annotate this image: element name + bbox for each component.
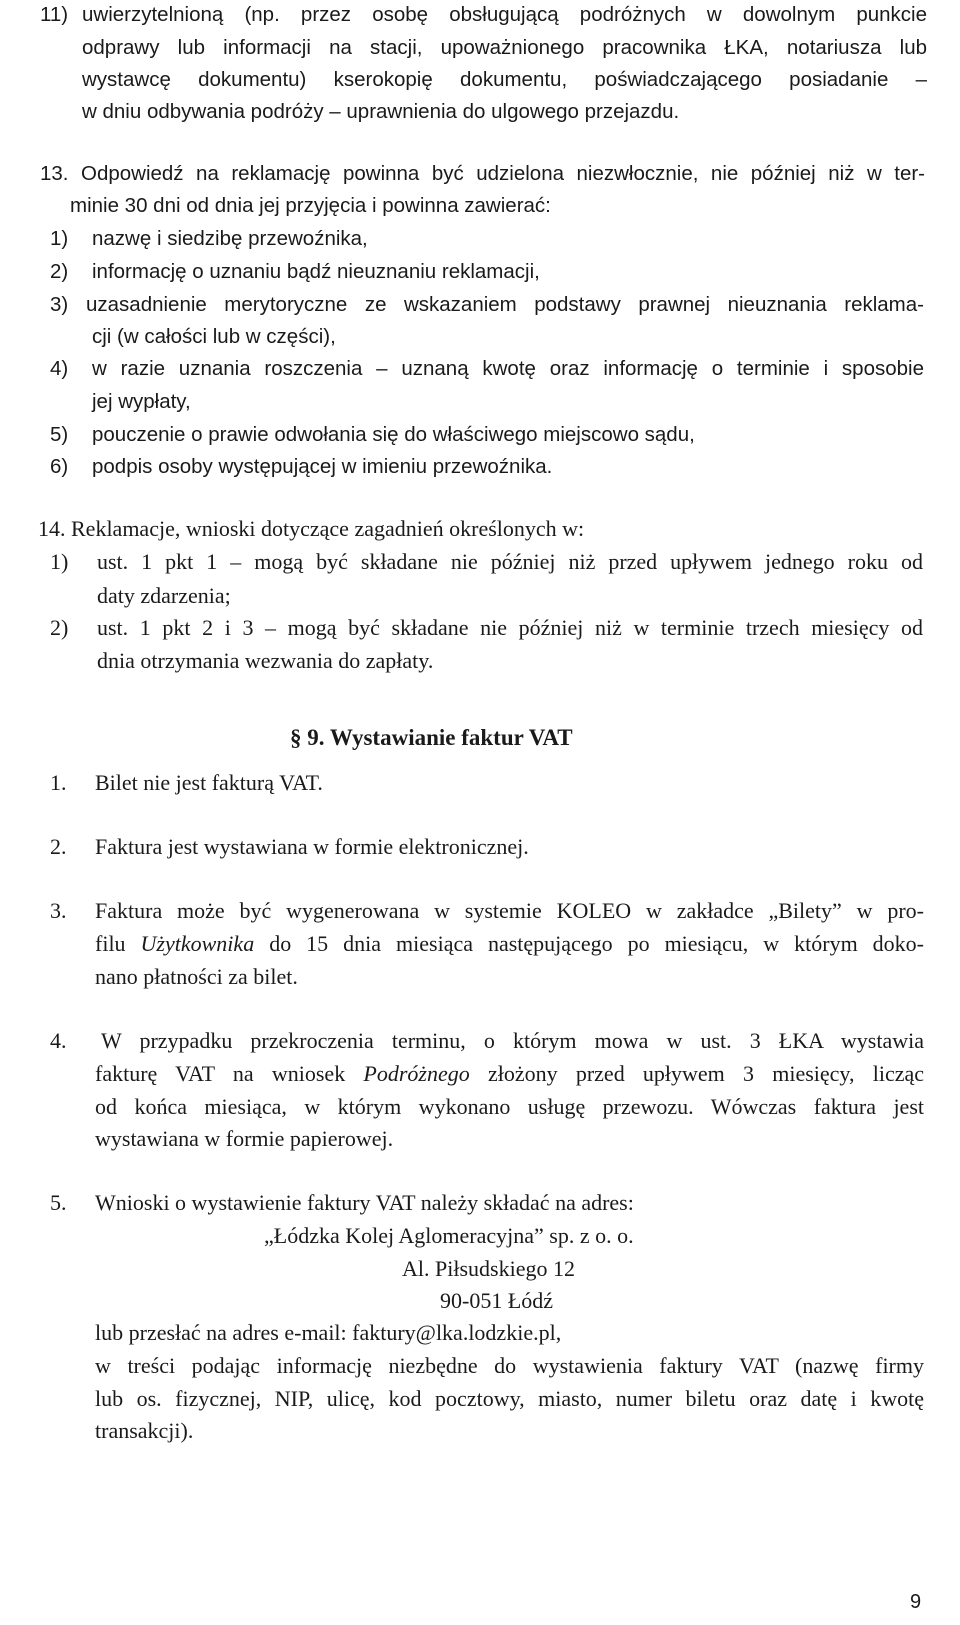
para-text: w treści podając informację niezbędne do wystawienia faktury VAT (nazwę firmy — [95, 1353, 924, 1378]
item-13-sub-text: jej wypłaty, — [92, 390, 191, 413]
para-marker: 5. — [50, 1190, 67, 1215]
item-14-sub-marker: 1) — [50, 549, 69, 574]
item-13-sub-text: cji (w całości lub w części), — [92, 325, 336, 348]
para-text: lub przesłać na adres e-mail: faktury@lka.lodzkie.pl, — [95, 1320, 562, 1345]
para-text: Faktura może być wygenerowana w systemie KOLEO w zakładce „Bilety” w pro- — [95, 898, 924, 923]
para-text: transakcji). — [95, 1418, 194, 1443]
para-marker: 4. — [50, 1028, 67, 1053]
item-11-line: w dniu odbywania podróży – uprawnienia do ulgowego przejazdu. — [82, 100, 680, 123]
item-13-sub-text: uzasadnienie merytoryczne ze wskazaniem podstawy prawnej nieuznania reklama- — [86, 293, 924, 316]
item-13-sub-marker: 6) — [50, 455, 69, 478]
item-14-sub-text: ust. 1 pkt 1 – mogą być składane nie później niż przed upływem jednego roku od — [97, 549, 923, 574]
section-heading: § 9. Wystawianie faktur VAT — [290, 725, 573, 750]
italic-term: Podróżnego — [363, 1061, 470, 1086]
item-13-sub-marker: 4) — [50, 357, 69, 380]
para-text: od końca miesiąca, w którym wykonano usługę przewozu. Wówczas faktura jest — [95, 1094, 924, 1119]
para-text: Faktura jest wystawiana w formie elektronicznej. — [95, 834, 529, 859]
italic-term: Użytkownika — [140, 931, 255, 956]
para-text: W przypadku przekroczenia terminu, o którym mowa w ust. 3 ŁKA wystawia — [101, 1028, 924, 1053]
item-13-sub-text: informację o uznaniu bądź nieuznaniu reklamacji, — [92, 260, 540, 283]
item-13-sub-marker: 2) — [50, 260, 69, 283]
item-13-sub-marker: 5) — [50, 423, 69, 446]
item-13-sub-text: nazwę i siedzibę przewoźnika, — [92, 227, 368, 250]
para-text: nano płatności za bilet. — [95, 964, 298, 989]
para-marker: 1. — [50, 770, 67, 795]
para-text: Bilet nie jest fakturą VAT. — [95, 770, 323, 795]
item-13-sub-marker: 1) — [50, 227, 69, 250]
item-14-line: 14. Reklamacje, wnioski dotyczące zagadnień określonych w: — [38, 516, 585, 541]
para-text: wystawiana w formie papierowej. — [95, 1126, 394, 1151]
address-line: Al. Piłsudskiego 12 — [402, 1256, 575, 1281]
item-14-sub-text: dnia otrzymania wezwania do zapłaty. — [97, 648, 434, 673]
item-11-line: uwierzytelnioną (np. przez osobę obsługującą podróżnych w dowolnym punkcie — [82, 3, 927, 26]
para-text: fakturę VAT na wniosek Podróżnego złożony przed upływem 3 miesięcy, licząc — [95, 1061, 925, 1086]
item-13-sub-marker: 3) — [50, 293, 69, 316]
item-13-sub-text: w razie uznania roszczenia – uznaną kwotę oraz informację o terminie i sposobie — [92, 357, 924, 380]
item-13-line: minie 30 dni od dnia jej przyjęcia i powinna zawierać: — [70, 194, 551, 217]
para-text: Wnioski o wystawienie faktury VAT należy składać na adres: — [95, 1190, 634, 1215]
item-11-line: odprawy lub informacji na stacji, upoważnionego pracownika ŁKA, notariusza lub — [82, 36, 927, 59]
para-text: lub os. fizycznej, NIP, ulicę, kod pocztowy, miasto, numer biletu oraz datę i kwotę — [95, 1386, 924, 1411]
para-text: filu Użytkownika do 15 dnia miesiąca następującego po miesiącu, w którym doko- — [95, 931, 924, 956]
page-number: 9 — [910, 1591, 922, 1613]
para-marker: 3. — [50, 898, 67, 923]
item-14-sub-text: daty zdarzenia; — [97, 583, 231, 608]
address-line: 90-051 Łódź — [440, 1288, 554, 1313]
item-14-sub-marker: 2) — [50, 615, 69, 640]
item-11-marker: 11) — [40, 3, 69, 26]
item-14-sub-text: ust. 1 pkt 2 i 3 – mogą być składane nie później niż w terminie trzech miesięcy od — [97, 615, 923, 640]
item-13-line: 13. Odpowiedź na reklamację powinna być udzielona niezwłocznie, nie później niż w ter- — [40, 162, 925, 185]
item-13-sub-text: podpis osoby występującej w imieniu przewoźnika. — [92, 455, 553, 478]
para-marker: 2. — [50, 834, 67, 859]
address-line: „Łódzka Kolej Aglomeracyjna” sp. z o. o. — [264, 1223, 634, 1248]
item-13-sub-text: pouczenie o prawie odwołania się do właściwego miejscowo sądu, — [92, 423, 695, 446]
item-11-line: wystawcę dokumentu) kserokopię dokumentu, poświadczającego posiadanie – — [82, 68, 927, 91]
